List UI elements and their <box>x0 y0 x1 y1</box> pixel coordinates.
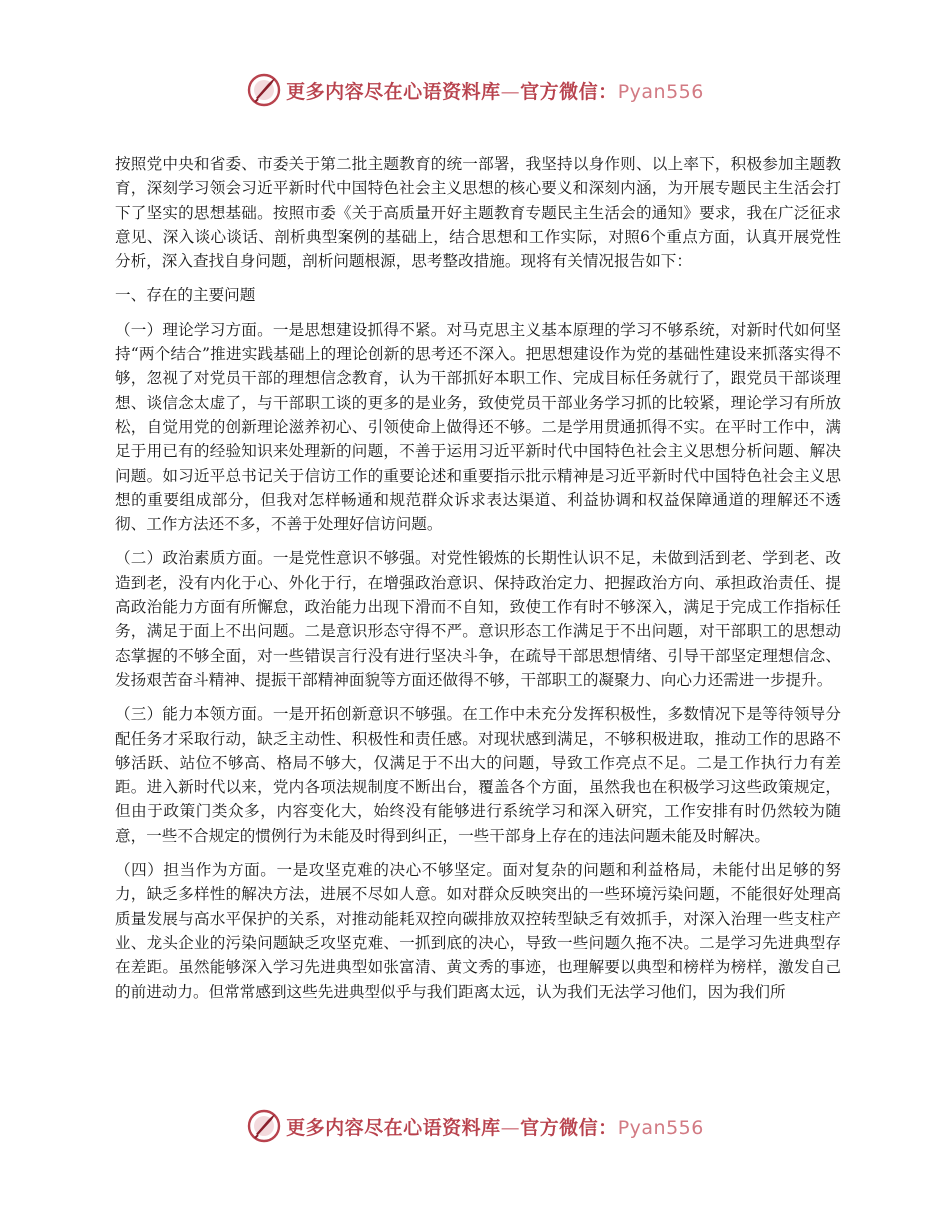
footer-banner <box>0 1104 950 1148</box>
paragraph-responsibility: （四）担当作为方面。一是攻坚克难的决心不够坚定。面对复杂的问题和利益格局，未能付出足够的努力，缺乏多样性的解决方法，进展不尽如人意。如对群众反映突出的一些环境污染问题，不能很好处理高质量发展与高水平保护的关系，对推动能耗双控向碳排放双控转型缺乏有效抓手，对深入治理一些支柱产业、龙头企业的污染问题缺乏攻坚克难、一抓到底的决心，导致一些问题久拖不决。二是学习先进典型存在差距。虽然能够深入学习先进典型如张富清、黄文秀的事迹，也理解要以典型和榜样为榜样，激发自己的前进动力。但常常感到这些先进典型似乎与我们距离太远，认为我们无法学习他们，因为我们所 <box>115 861 841 1001</box>
banner-text: 更多内容尽在心语资料库—官方微信：Pyan556 <box>286 80 704 103</box>
header-banner <box>0 68 950 112</box>
intro-paragraph: 按照党中央和省委、市委关于第二批主题教育的统一部署，我坚持以身作则、以上率下，积极参加主题教育，深刻学习领会习近平新时代中国特色社会主义思想的核心要义和深刻内涵，为开展专题民主生活会打下了坚实的思想基础。按照市委《关于高质量开好主题教育专题民主生活会的通知》要求，我在广泛征求意见、深入谈心谈话、剖析典型案例的基础上，结合思想和工作实际，对照6个重点方面，认真开展党性分析，深入查找自身问题，剖析问题根源，思考整改措施。现将有关情况报告如下： <box>115 155 841 271</box>
quill-seal-icon <box>246 1108 282 1144</box>
quill-seal-icon <box>246 72 282 108</box>
paragraph-ability: （三）能力本领方面。一是开拓创新意识不够强。在工作中未充分发挥积极性，多数情况下是等待领导分配任务才采取行动，缺乏主动性、积极性和责任感。对现状感到满足，不够积极进取，推动工作的思路不够活跃、站位不够高、格局不够大，仅满足于不出大的问题，导致工作亮点不足。二是工作执行力有差距。进入新时代以来，党内各项法规制度不断出台，覆盖各个方面，虽然我也在积极学习这些政策规定，但由于政策门类众多，内容变化大，始终没有能够进行系统学习和深入研究，工作安排有时仍然较为随意，一些不合规定的惯例行为未能及时得到纠正，一些干部身上存在的违法问题未能及时解决。 <box>115 705 841 845</box>
paragraph-theory-study: （一）理论学习方面。一是思想建设抓得不紧。对马克思主义基本原理的学习不够系统，对新时代如何坚持“两个结合”推进实践基础上的理论创新的思考还不深入。把思想建设作为党的基础性建设来抓落实得不够，忽视了对党员干部的理想信念教育，认为干部抓好本职工作、完成目标任务就行了，跟党员干部谈理想、谈信念太虚了，与干部职工谈的更多的是业务，致使党员干部业务学习抓的比较紧，理论学习有所放松，自觉用党的创新理论滋养初心、引领使命上做得还不够。二是学用贯通抓得不实。在平时工作中，满足于用已有的经验知识来处理新的问题，不善于运用习近平新时代中国特色社会主义思想分析问题、解决问题。如习近平总书记关于信访工作的重要论述和重要指示批示精神是习近平新时代中国特色社会主义思想的重要组成部分，但我对怎样畅通和规范群众诉求表达渠道、利益协调和权益保障通道的理解还不透彻、工作方法还不多，不善于处理好信访问题。 <box>115 320 841 534</box>
banner-text: 更多内容尽在心语资料库—官方微信：Pyan556 <box>286 1116 704 1139</box>
document-body <box>115 152 841 1014</box>
section-heading: 一、存在的主要问题 <box>115 286 256 305</box>
paragraph-political-quality: （二）政治素质方面。一是党性意识不够强。对党性锻炼的长期性认识不足，未做到活到老、学到老、改造到老，没有内化于心、外化于行，在增强政治意识、保持政治定力、把握政治方向、承担政治责任、提高政治能力方面有所懈怠，政治能力出现下滑而不自知，致使工作有时不够深入，满足于完成工作指标任务，满足于面上不出问题。二是意识形态守得不严。意识形态工作满足于不出问题，对干部职工的思想动态掌握的不够全面，对一些错误言行没有进行坚决斗争，在疏导干部思想情绪、引导干部坚定理想信念、发扬艰苦奋斗精神、提振干部精神面貌等方面还做得不够，干部职工的凝聚力、向心力还需进一步提升。 <box>115 549 841 689</box>
